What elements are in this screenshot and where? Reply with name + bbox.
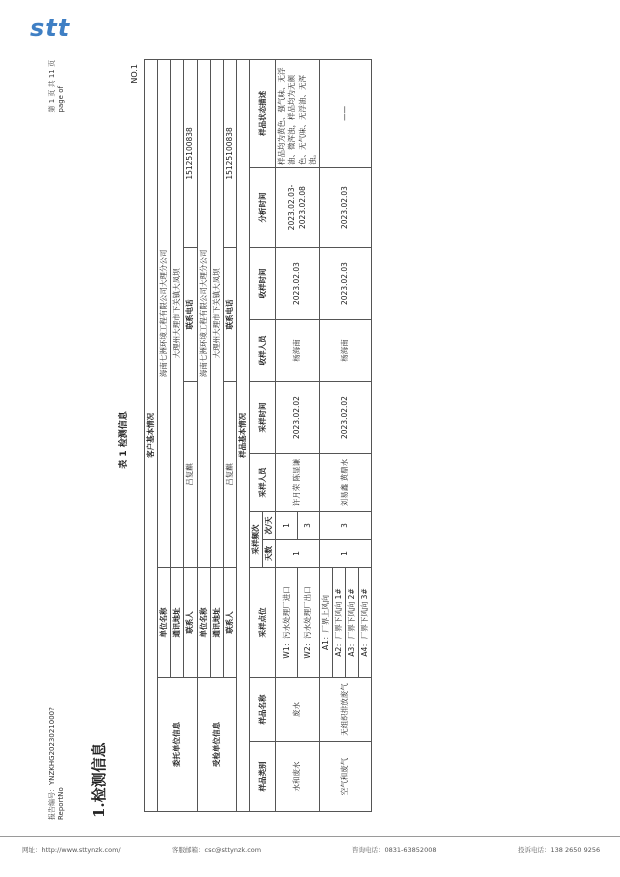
section-title: 1.检测信息 (90, 742, 108, 818)
air-point-2: A2：厂界下风向 1# (332, 568, 345, 678)
report-number-label: 报告编号： (48, 785, 56, 820)
water-point-1: W1：污水处理厂进口 (276, 568, 298, 678)
air-category: 空气和废气 (319, 742, 372, 812)
air-name: 无组织排放废气 (319, 678, 372, 742)
client-group-label: 委托单位信息 (158, 678, 197, 812)
air-days: 1 (319, 540, 372, 568)
report-number (48, 707, 66, 820)
water-name: 废水 (276, 678, 320, 742)
water-analysis-time: 2023.02.03-2023.02.08 (276, 168, 320, 248)
rotated-report-page (48, 60, 608, 820)
footer-complaint-phone: 投诉电话：138 2650 9256 (518, 846, 601, 854)
header-analysis-time: 分析时间 (250, 168, 276, 248)
page-indicator (48, 60, 66, 113)
water-days: 1 (276, 540, 320, 568)
water-point-2: W2：污水处理厂出口 (298, 568, 320, 678)
sample-heading: 样品基本情况 (236, 59, 249, 811)
table-number: NO.1 (130, 64, 139, 84)
air-point-4: A4：厂界下风向 3# (359, 568, 372, 678)
air-point-3: A3：厂界下风向 2# (346, 568, 359, 678)
header-times: 次/天 (263, 512, 276, 540)
inspected-unit-label: 单位名称 (197, 568, 210, 678)
inspected-contact-value: 吕复麒 (223, 382, 236, 568)
air-receive-time: 2023.02.03 (319, 248, 372, 320)
inspected-phone-value: 15125100838 (223, 59, 236, 247)
header-name: 样品名称 (250, 678, 276, 742)
inspected-contact-label: 联系人 (223, 568, 236, 678)
header-receiver: 收样人员 (250, 320, 276, 382)
client-address-value: 大理州大理市下关镇大凤坝 (171, 59, 184, 567)
header-category: 样品类别 (250, 742, 276, 812)
footer-consult-phone: 咨询电话：0831-63852008 (352, 846, 437, 854)
header-point: 采样点位 (250, 568, 276, 678)
header-state: 样品状态描述 (250, 59, 276, 167)
air-sample-time: 2023.02.02 (319, 382, 372, 454)
air-point-1: A1：厂界上风向 (319, 568, 332, 678)
footer-website: 网址：http://www.sttynzk.com/ (22, 846, 121, 854)
water-category: 水和废水 (276, 742, 320, 812)
client-address-label: 通讯地址 (171, 568, 184, 678)
water-sample-time: 2023.02.02 (276, 382, 320, 454)
water-receiver: 杨海南 (276, 320, 320, 382)
client-phone-label: 联系电话 (184, 248, 197, 382)
report-number-value: YNZKHG2023021000? (48, 707, 56, 785)
inspected-group-label: 受检单位信息 (197, 678, 236, 812)
footer-email: 客服邮箱：csc@sttynzk.com (172, 846, 262, 854)
water-times-2: 3 (298, 512, 320, 540)
water-samplers: 许月荣 陈显谦 (276, 454, 320, 512)
report-number-en: ReportNo (57, 787, 66, 820)
customer-heading: 客户基本情况 (145, 59, 158, 811)
inspected-address-label: 通讯地址 (210, 568, 223, 678)
page-indicator-cn: 第 1 页 共 11 页 (48, 60, 56, 113)
client-unit-label: 单位名称 (158, 568, 171, 678)
client-contact-value: 吕复麒 (184, 382, 197, 568)
page-footer (0, 836, 620, 854)
header-days: 天数 (263, 540, 276, 568)
water-state: 样品均为黄色、强气味、无浮油、微浑浊，样品均为无颜色、无气味、无浮油、无浑浊。 (276, 59, 320, 167)
inspected-phone-label: 联系电话 (223, 248, 236, 382)
water-times-1: 1 (276, 512, 298, 540)
client-phone-value: 15125100838 (184, 59, 197, 247)
air-samplers: 刘易鑫 黄鼎水 (319, 454, 372, 512)
inspected-unit-value: 海南七洲环境工程有限公司大理分公司 (197, 59, 210, 567)
client-unit-value: 海南七洲环境工程有限公司大理分公司 (158, 59, 171, 567)
header-sample-time: 采样时间 (250, 382, 276, 454)
air-times: 3 (319, 512, 372, 540)
air-analysis-time: 2023.02.03 (319, 168, 372, 248)
table-caption: 表 1 检测信息 (119, 411, 129, 469)
page-indicator-en: page of (57, 86, 66, 113)
header-sampler: 采样人员 (250, 454, 276, 512)
air-state: —— (319, 59, 372, 167)
air-receiver: 杨海南 (319, 320, 372, 382)
water-receive-time: 2023.02.03 (276, 248, 320, 320)
inspected-address-value: 大理州大理市下关镇大凤坝 (210, 59, 223, 567)
header-receive-time: 收样时间 (250, 248, 276, 320)
company-logo: stt (30, 14, 71, 42)
header-frequency: 采样频次 (250, 512, 263, 568)
client-contact-label: 联系人 (184, 568, 197, 678)
detection-info-table (144, 59, 372, 812)
